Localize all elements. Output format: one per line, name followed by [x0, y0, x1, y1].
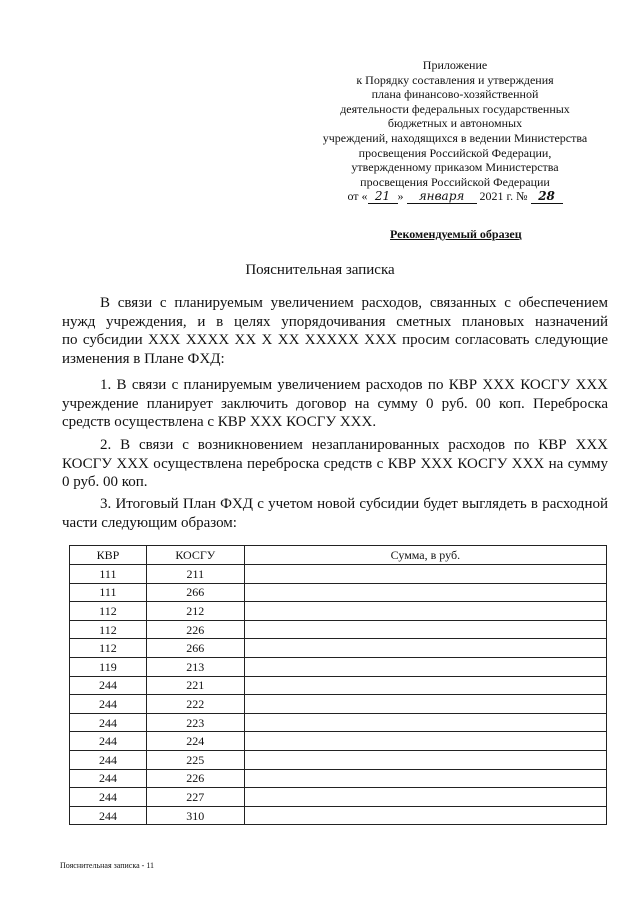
kosgu-cell: 226 [146, 769, 244, 788]
text-line: В связи с планируемым увеличением расходов, связанных с обеспечением [100, 295, 608, 311]
column-header-amount: Сумма, в руб. [244, 546, 606, 565]
appendix-line: просвещения Российской Федерации, [358, 145, 552, 160]
date-year: 2021 г. № [479, 189, 528, 204]
kvr-cell: 244 [70, 676, 147, 695]
table-row [70, 750, 607, 769]
document-title: Пояснительная записка [245, 262, 395, 278]
appendix-header [300, 58, 610, 204]
page-footer: Пояснительная записка - 11 [60, 861, 155, 870]
kvr-cell: 244 [70, 695, 147, 714]
table-row [70, 769, 607, 788]
table-row [70, 565, 607, 584]
date-mid: » [397, 189, 404, 204]
expense-plan-table [69, 545, 607, 825]
amount-cell [244, 620, 606, 639]
kvr-cell: 244 [70, 750, 147, 769]
kosgu-cell: 226 [146, 620, 244, 639]
kosgu-cell: 224 [146, 732, 244, 751]
kvr-cell: 112 [70, 602, 147, 621]
text-line: КОСГУ ХХХ осуществлена переброска средств с КВР ХХХ КОСГУ ХХХ на сумму [62, 455, 608, 472]
text-line: по субсидии ХХХ ХХХХ ХХ Х ХХ ХХХХХ ХХХ просим согласовать следующие [62, 332, 608, 348]
kosgu-cell: 227 [146, 788, 244, 807]
kvr-cell: 244 [70, 769, 147, 788]
appendix-line: просвещения Российской Федерации [360, 174, 550, 189]
table-header-row [70, 546, 607, 565]
amount-cell [244, 769, 606, 788]
table-row [70, 695, 607, 714]
text-line: 3. Итоговый План ФХД с учетом новой субсидии будет выглядеть в расходной [100, 496, 608, 512]
appendix-line: плана финансово-хозяйственной [371, 87, 539, 102]
item-1-paragraph [62, 376, 608, 432]
table-row [70, 620, 607, 639]
kosgu-cell: 266 [146, 583, 244, 602]
text-line: учреждение планирует заключить договор на сумму 0 руб. 00 коп. Переброска [62, 395, 608, 412]
column-header-kosgu: КОСГУ [146, 546, 244, 565]
amount-cell [244, 657, 606, 676]
kvr-cell: 244 [70, 732, 147, 751]
amount-cell [244, 565, 606, 584]
text-line: части следующим образом: [62, 514, 237, 531]
amount-cell [244, 695, 606, 714]
handwritten-order-number: 28 [531, 190, 563, 204]
kvr-cell: 112 [70, 620, 147, 639]
text-line: изменения в Плане ФХД: [62, 350, 225, 367]
table-row [70, 713, 607, 732]
kvr-cell: 244 [70, 788, 147, 807]
kosgu-cell: 225 [146, 750, 244, 769]
kosgu-cell: 213 [146, 657, 244, 676]
appendix-line: учреждений, находящихся в ведении Министерства [322, 130, 588, 145]
kvr-cell: 111 [70, 583, 147, 602]
amount-cell [244, 732, 606, 751]
appendix-line: утвержденному приказом Министерства [351, 160, 559, 175]
handwritten-month: января [407, 190, 477, 204]
text-line: нужд учреждения, и в целях упорядочивания сметных плановых назначений [62, 313, 608, 330]
kvr-cell: 119 [70, 657, 147, 676]
recommended-sample-label: Рекомендуемый образец [390, 227, 522, 241]
kosgu-cell: 211 [146, 565, 244, 584]
appendix-line: к Порядку составления и утверждения [356, 72, 554, 87]
kosgu-cell: 221 [146, 676, 244, 695]
amount-cell [244, 639, 606, 658]
kosgu-cell: 212 [146, 602, 244, 621]
date-prefix: от « [347, 189, 368, 204]
amount-cell [244, 602, 606, 621]
kvr-cell: 111 [70, 565, 147, 584]
amount-cell [244, 713, 606, 732]
appendix-line: бюджетных и автономных [387, 116, 523, 131]
text-line: 2. В связи с возникновением незапланированных расходов по КВР ХХХ [100, 437, 608, 453]
item-2-paragraph [62, 436, 608, 492]
text-line: 0 руб. 00 коп. [62, 474, 148, 490]
kvr-cell: 244 [70, 806, 147, 825]
amount-cell [244, 583, 606, 602]
kvr-cell: 112 [70, 639, 147, 658]
table-row [70, 602, 607, 621]
table-row [70, 583, 607, 602]
item-3-paragraph [62, 495, 608, 532]
column-header-kvr: КВР [70, 546, 147, 565]
kvr-cell: 244 [70, 713, 147, 732]
kosgu-cell: 223 [146, 713, 244, 732]
handwritten-day: 21 [368, 190, 398, 204]
appendix-line: Приложение [422, 58, 488, 72]
text-line: 1. В связи с планируемым увеличением расходов по КВР ХХХ КОСГУ ХХХ [100, 377, 608, 393]
amount-cell [244, 676, 606, 695]
table-row [70, 788, 607, 807]
amount-cell [244, 750, 606, 769]
kosgu-cell: 266 [146, 639, 244, 658]
table-row [70, 657, 607, 676]
kosgu-cell: 222 [146, 695, 244, 714]
table-row [70, 732, 607, 751]
table-row [70, 639, 607, 658]
amount-cell [244, 788, 606, 807]
order-date-line [300, 189, 610, 204]
kosgu-cell: 310 [146, 806, 244, 825]
intro-paragraph [62, 294, 608, 368]
table-row [70, 806, 607, 825]
text-line: средств осуществлена с КВР ХХХ КОСГУ ХХХ. [62, 414, 377, 430]
table-row [70, 676, 607, 695]
amount-cell [244, 806, 606, 825]
appendix-line: деятельности федеральных государственных [340, 101, 570, 116]
